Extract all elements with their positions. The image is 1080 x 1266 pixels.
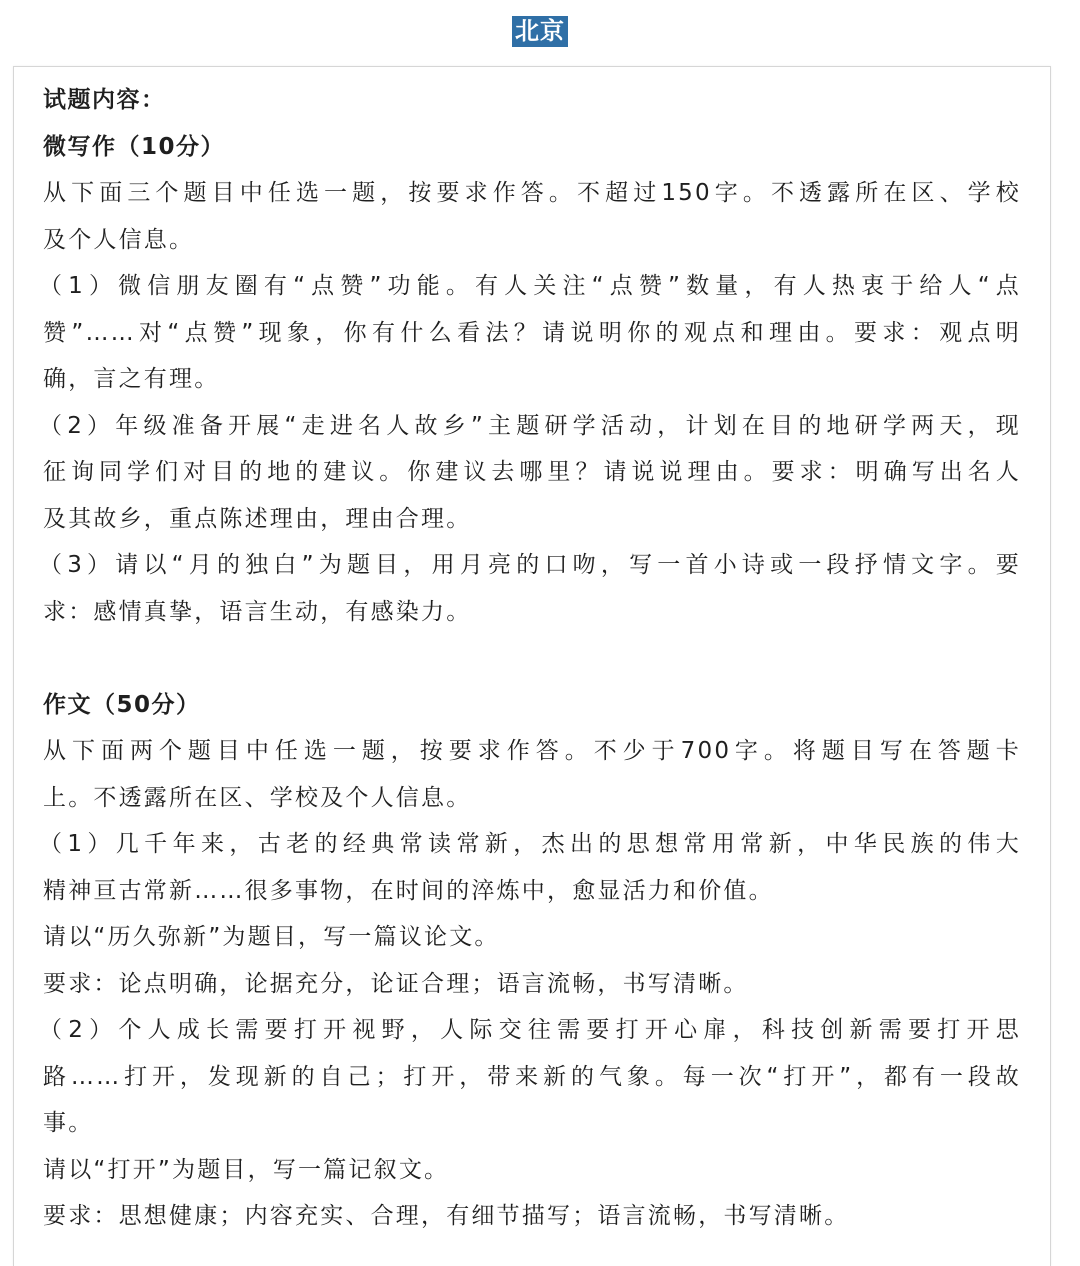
content-label: 试题内容： <box>43 87 166 113</box>
section1-intro-line2: 及个人信息。 <box>43 226 195 253</box>
section1-q2-line1: （2）年级准备开展“走进名人故乡”主题研学活动，计划在目的地研学两天，现 <box>39 412 1021 439</box>
section1-q2-line3: 及其故乡，重点陈述理由，理由合理。 <box>43 505 472 532</box>
section2-q1-line2: 精神亘古常新……很多事物，在时间的淬炼中，愈显活力和价值。 <box>43 877 774 904</box>
section2-q1-line1: （1）几千年来，古老的经典常读常新，杰出的思想常用常新，中华民族的伟大 <box>39 831 1021 857</box>
section2-q2-line5: 要求：思想健康；内容充实、合理，有细节描写；语言流畅，书写清晰。 <box>43 1203 850 1229</box>
section2-intro-line2: 上。不透露所在区、学校及个人信息。 <box>43 784 472 811</box>
section1-q2-line2: 征询同学们对目的地的建议。你建议去哪里？请说说理由。要求：明确写出名人 <box>43 459 1021 485</box>
section2-heading: 作文（50分） <box>43 691 201 718</box>
section2-q1-line4: 要求：论点明确，论据充分，论证合理；语言流畅，书写清晰。 <box>43 970 749 997</box>
section1-q1-line2: 赞”……对“点赞”现象，你有什么看法？请说明你的观点和理由。要求：观点明 <box>43 319 1021 346</box>
section1-intro-line1: 从下面三个题目中任选一题，按要求作答。不超过150字。不透露所在区、学校 <box>43 180 1021 206</box>
section2-q2-line4: 请以“打开”为题目，写一篇记叙文。 <box>43 1156 450 1183</box>
section1-q1-line1: （1）微信朋友圈有“点赞”功能。有人关注“点赞”数量，有人热衷于给人“点 <box>39 273 1021 299</box>
title-area <box>0 16 1080 47</box>
section2-q1-line3: 请以“历久弥新”为题目，写一篇议论文。 <box>43 924 500 950</box>
section1-q3-line1: （3）请以“月的独白”为题目，用月亮的口吻，写一首小诗或一段抒情文字。要 <box>39 552 1021 578</box>
region-title: 北京 <box>512 16 568 47</box>
section2-q2-line3: 事。 <box>43 1110 94 1136</box>
section1-q3-line2: 求：感情真挚，语言生动，有感染力。 <box>43 598 472 625</box>
section1-heading: 微写作（10分） <box>43 133 226 160</box>
section2-q2-line1: （2）个人成长需要打开视野，人际交往需要打开心扉，科技创新需要打开思 <box>39 1017 1021 1043</box>
section2-q2-line2: 路……打开，发现新的自己；打开，带来新的气象。每一次“打开”，都有一段故 <box>43 1063 1021 1090</box>
section1-q1-line3: 确，言之有理。 <box>43 366 220 392</box>
section2-intro-line1: 从下面两个题目中任选一题，按要求作答。不少于700字。将题目写在答题卡 <box>43 738 1021 764</box>
section-spacer <box>43 635 1030 682</box>
exam-content-panel <box>13 66 1051 1266</box>
